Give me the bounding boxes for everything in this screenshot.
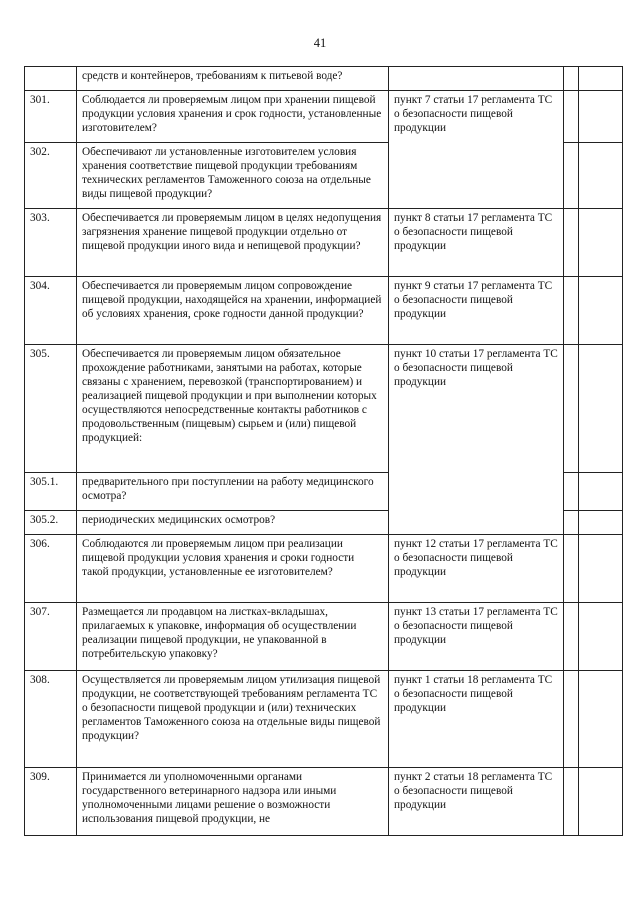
row-number: 305. [25,345,77,473]
page-number: 41 [313,36,327,50]
table-row [25,768,623,836]
note-cell [579,143,623,209]
note-cell [579,67,623,91]
answer-cell [564,671,579,768]
question-text: Принимается ли уполномоченными органами государственного ветеринарного надзора или иными уполномоченными лицами решение о возможности использования пищевой продукции, не [77,768,389,836]
table-row [25,209,623,277]
row-number: 306. [25,535,77,603]
question-text: Обеспечивается ли проверяемым лицом сопровождение пищевой продукции, находящейся на хранении, информацией об условиях хранения, сроке годности данной продукции? [77,277,389,345]
reference-text: пункт 7 статьи 17 регламента ТС о безопасности пищевой продукции [389,91,564,209]
answer-cell [564,473,579,511]
note-cell [579,473,623,511]
answer-cell [564,603,579,671]
note-cell [579,209,623,277]
table-row [25,671,623,768]
reference-text [389,67,564,91]
question-text: периодических медицинских осмотров? [77,511,389,535]
note-cell [579,671,623,768]
row-number: 305.1. [25,473,77,511]
row-number [25,67,77,91]
reference-text: пункт 8 статьи 17 регламента ТС о безопасности пищевой продукции [389,209,564,277]
question-text: Обеспечивается ли проверяемым лицом в целях недопущения загрязнения хранение пищевой продукции отдельно от пищевой продукции иного вида и непищевой продукции? [77,209,389,277]
answer-cell [564,67,579,91]
question-text: предварительного при поступлении на работу медицинского осмотра? [77,473,389,511]
answer-cell [564,535,579,603]
answer-cell [564,209,579,277]
table-row [25,277,623,345]
reference-text: пункт 2 статьи 18 регламента ТС о безопасности пищевой продукции [389,768,564,836]
note-cell [579,768,623,836]
question-text: Соблюдаются ли проверяемым лицом при реализации пищевой продукции условия хранения и сроки годности такой продукции, установленные ее изготовителем? [77,535,389,603]
checklist-table [24,66,623,836]
reference-text: пункт 13 статьи 17 регламента ТС о безопасности пищевой продукции [389,603,564,671]
note-cell [579,511,623,535]
reference-text: пункт 1 статьи 18 регламента ТС о безопасности пищевой продукции [389,671,564,768]
reference-text: пункт 10 статьи 17 регламента ТС о безопасности пищевой продукции [389,345,564,535]
question-text: Осуществляется ли проверяемым лицом утилизация пищевой продукции, не соответствующей требованиям регламента ТС о безопасности пищевой продукции и (или) технических регламентов Таможенного союза на отдельные виды пищевой продукции? [77,671,389,768]
question-text: Соблюдается ли проверяемым лицом при хранении пищевой продукции условия хранения и срок годности, установленные изготовителем? [77,91,389,143]
row-number: 308. [25,671,77,768]
table-row [25,67,623,91]
answer-cell [564,511,579,535]
row-number: 303. [25,209,77,277]
table-row [25,91,623,143]
answer-cell [564,277,579,345]
row-number: 307. [25,603,77,671]
reference-text: пункт 9 статьи 17 регламента ТС о безопасности пищевой продукции [389,277,564,345]
answer-cell [564,143,579,209]
table-row [25,535,623,603]
answer-cell [564,91,579,143]
question-text: Размещается ли продавцом на листках-вкладышах, прилагаемых к упаковке, информация об осуществлении реализации пищевой продукции, не упакованной в потребительскую упаковку? [77,603,389,671]
row-number: 301. [25,91,77,143]
note-cell [579,535,623,603]
note-cell [579,345,623,473]
table-row [25,603,623,671]
question-text: Обеспечивается ли проверяемым лицом обязательное прохождение работниками, занятыми на работах, которые связаны с хранением, перевозкой (транспортированием) и реализацией пищевой продукции и при выполнении которых осуществляются непосредственные контакты работников с продовольственным (пищевым) сырьем и (или) пищевой продукцией: [77,345,389,473]
answer-cell [564,345,579,473]
reference-text: пункт 12 статьи 17 регламента ТС о безопасности пищевой продукции [389,535,564,603]
table-row [25,345,623,473]
row-number: 309. [25,768,77,836]
row-number: 305.2. [25,511,77,535]
row-number: 304. [25,277,77,345]
question-text: средств и контейнеров, требованиям к питьевой воде? [77,67,389,91]
note-cell [579,603,623,671]
note-cell [579,91,623,143]
note-cell [579,277,623,345]
row-number: 302. [25,143,77,209]
answer-cell [564,768,579,836]
question-text: Обеспечивают ли установленные изготовителем условия хранения соответствие пищевой продукции требованиям технических регламентов Таможенного союза на отдельные виды пищевой продукции? [77,143,389,209]
